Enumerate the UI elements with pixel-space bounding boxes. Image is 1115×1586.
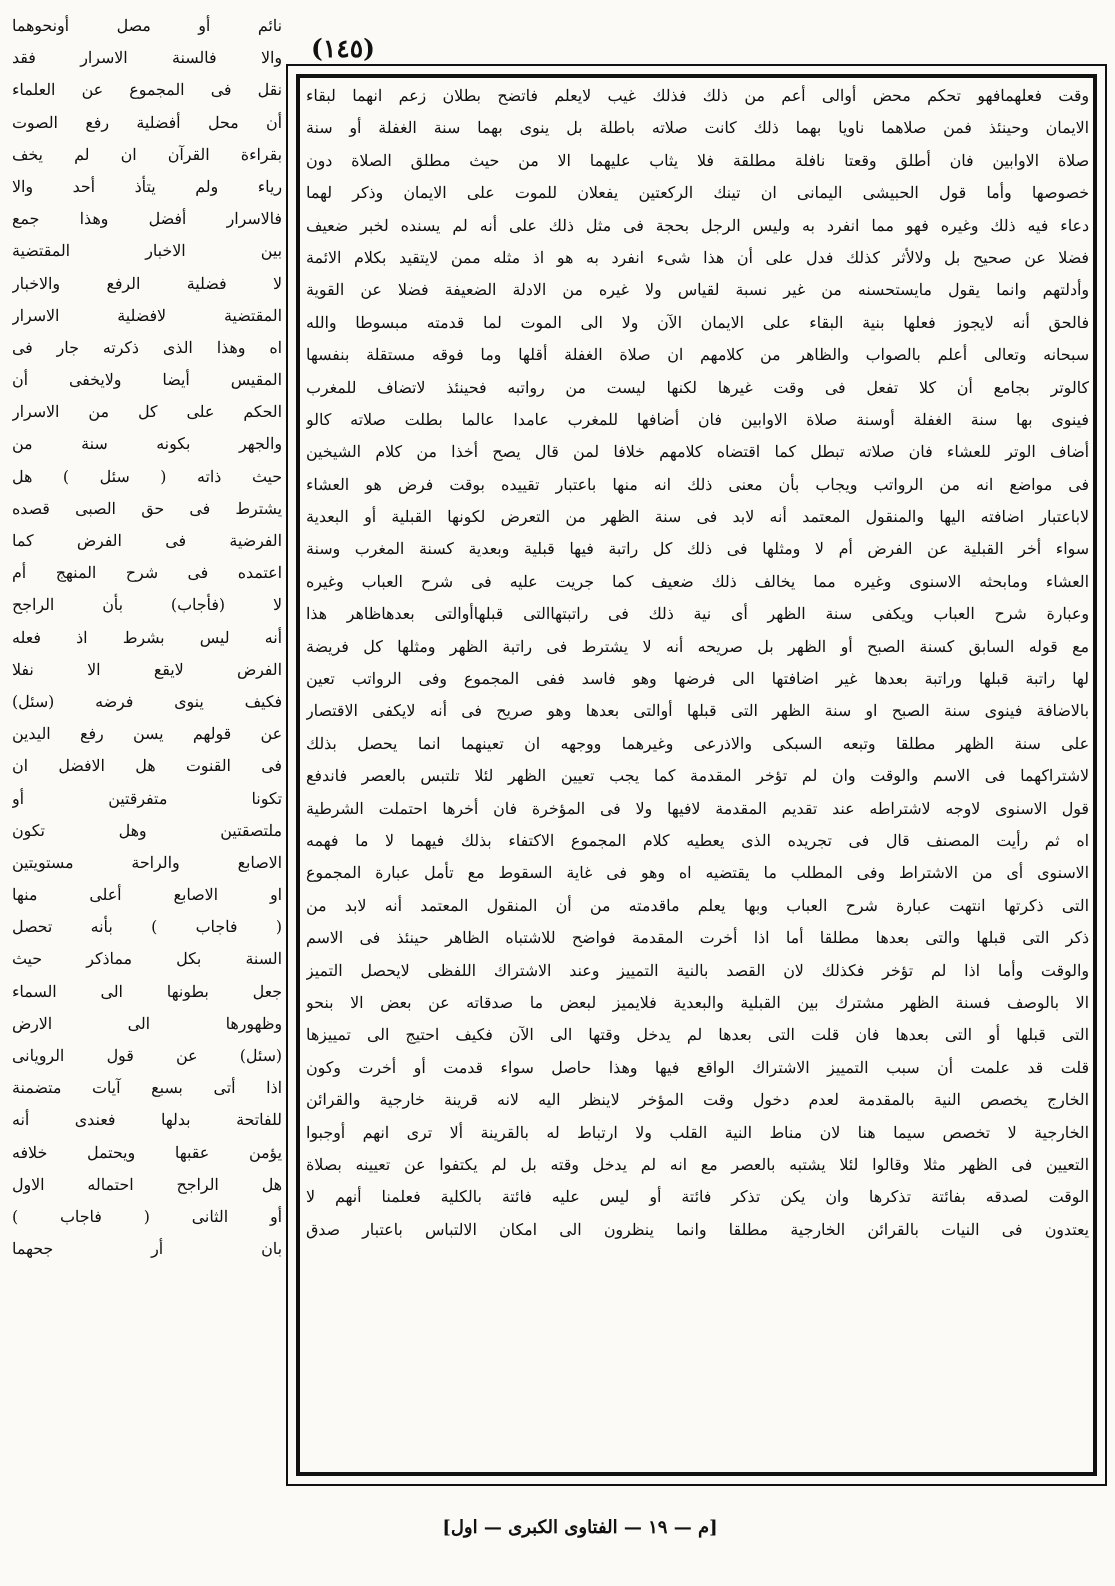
margin-commentary [12,10,282,1470]
margin-text-line: يؤمن عقبها ويحتمل خلافه [12,1142,282,1162]
margin-text-line: المقتضية لافضلية الاسرار [12,305,282,325]
margin-text-line: فى القنوت هل الافضل ان [12,756,282,776]
margin-text-line: اعتمده فى شرح المنهج أم [12,563,282,583]
margin-text-line: (سئل) عن قول الرويانى [12,1046,282,1065]
page-footer-signature: [م — ١٩ — الفتاوى الكبرى — اول] [442,1517,718,1538]
main-text-line: سبحانه وتعالى أعلم بالصواب والظاهر من كلامهم ان صلاة الغفلة أقلها وما فوقه مستقلة بنفسها [306,345,1089,365]
margin-text-line: وظهورها الى الارض [12,1013,282,1033]
margin-text-line: الاصابع والراحة مستويتين [12,852,282,872]
margin-text-line: نقل فى المجموع عن العلماء [12,80,282,100]
margin-text-line: ملتصقتين وهل تكون [12,820,282,840]
main-text-line: وعبارة شرح العباب ويكفى سنة الظهر أى نية ذلك فى راتبتهاالتى قبلهاأوالتى بعدهاظاهر هذا [306,604,1089,624]
main-text-line: الوقت لصدقه بفائتة تذكرها وان يكن تذكر فائتة أو ليس عليه فائتة بالكلية فعلمنا أنهم لا [306,1187,1089,1207]
margin-text-line: الحكم على كل من الاسرار [12,402,282,422]
main-text-line: التى قبلها أو التى بعدها فان قلت التى بعدها لم يدخل وقتها الى الآن فكيف احتيج الى تمييزها [306,1025,1089,1045]
main-text-line: فى مواضع انه من الرواتب ويجاب بأن معنى ذلك انه منها باعتبار تقييده بوقت فرض هو العشاء [306,474,1089,494]
main-text-line: قول الاسنوى لاوجه لاشتراطه عند تقديم المقدمة لافيها ولا فى المؤخرة فان أخرها احتملت الشرطية [306,798,1089,818]
main-text-line: خصوصها وأما قول الحبيشى اليمانى ان تينك الركعتين يفعلان للموت على الايمان وذكر لهما [306,183,1089,203]
main-text-line: وأدلتهم وانما يقول مايستحسنه من غير نسبة لقياس ولا غيره من الادلة الضعيفة فضلا عن القوية [306,280,1089,300]
main-text-line: وقت فعلهمافهو تحكم محض أوالى أعم من ذلك فذلك غيب لايعلم فاتضح بطلان زعم انهما لبقاء [306,86,1089,105]
main-text-line: الخارجية لا تخصص سيما هنا لان مناط النية القلب ولا ارتباط له بالقرينة ألا ترى انهم أوجبوا [306,1122,1089,1142]
main-text-line: الا بالوصف فسنة الظهر مشترك بين القبلية والبعدية فلايميز لبعض ما صدقاته عن بعض الا بنحو [306,992,1089,1012]
page-number: (١٤٥) [311,34,375,63]
main-text-line: لها راتبة قبلها وراتبة بعدها غير اضافتها الى فرضها وهو فاسد ففى المجموع وفى الرواتب تعين [306,669,1089,689]
main-text-line: أضاف الوتر للعشاء فان صلاته تبطل كما اقتضاه كلامهم خلافا لمن قال يصح أخذا من كلام الشيخين [306,442,1089,462]
margin-text-line: لا (فأجاب) بأن الراجح [12,595,282,615]
margin-text-line: بين الاخبار المقتضية [12,241,282,261]
margin-text-line: للفاتحة بدلها فعندى أنه [12,1110,282,1130]
main-text-line: والوقت وأما اذا لم تؤخر فكذلك لان القصد بالنية التمييز وعند الاشتراك اللفظى لايحصل التميز [306,960,1089,980]
margin-text-line: لا فضلية الرفع والاخبار [12,273,282,293]
main-text-line: العشاء ومابحثه الاسنوى وغيره مما يخالف ذلك ضعيف كما جريت عليه فى شرح العباب وغيره [306,571,1089,591]
margin-text-line: حيث ذاته ( سئل ) هل [12,466,282,486]
margin-text-line: بان أر جحهما [12,1239,282,1259]
main-text-line: يعتدون فى النيات بالقرائن الخارجية مطلقا وانما ينظرون الى امكان الالتباس باعتبار صدق [306,1219,1089,1239]
margin-text-line: يشترط فى حق الصبى قصده [12,498,282,518]
main-text-block [306,80,1089,1472]
main-text-line: على سنة الظهر مطلقا وتبعه السبكى والاذرعى وغيرهما ووجهه ان تعينهما انما يحصل بذلك [306,733,1089,753]
main-text-line: التعيين فى الظهر مثلا وقالوا لئلا يشتبه بالعصر مع انه لم يدخل وقته بل لم يكتفوا عن تعيينه بصلاة [306,1154,1089,1174]
margin-text-line: نائم أو مصل أونحوهما [12,16,282,35]
margin-text-line: بقراءة القرآن ان لم يخف [12,144,282,164]
main-text-line: لاشتراكهما فى الاسم والوقت وان لم تؤخر المقدمة كما يجب تعيين الظهر لئلا تلتبس بالعصر فاندفع [306,766,1089,786]
main-text-line: اه ثم رأيت المصنف قال فى تجريده الذى يعطيه كلام المجموع الاكتفاء بذلك فيهما لا ما فهمه [306,830,1089,850]
margin-text-line: او الاصابع أعلى منها [12,885,282,905]
margin-text-line: رياء ولم يتأذ أحد والا [12,176,282,196]
margin-text-line: ( فاجاب ) بأنه تحصل [12,917,282,937]
main-text-line: الايمان وحينئذ فمن صلاهما ناويا بهما ذلك كانت صلاته باطلة بل ينوى بهما سنة الغفلة أو سنة [306,118,1089,138]
main-text-line: مع قوله السابق كسنة الصبح أو الظهر بل صريحه أنه لا يشترط فى راتبة الظهر ومثلها كل فريضة [306,636,1089,656]
main-text-line: ذكر التى قبلها والتى بعدها مطلقا أما اذا أخرت المقدمة فواضح للاشتباه الظاهر حينئذ فى الاسم [306,928,1089,948]
margin-text-line: جعل بطونها الى السماء [12,981,282,1001]
main-text-line: لاباعتبار اضافته اليها والمنقول المعتمد أنه لابد فى سنة الظهر من التعرض لكونها القبلية أو البعدية [306,507,1089,527]
main-text-line: دعاء فيه ذلك وغيره فهو مما انفرد به وليس الرجل بحجة فى مثل ذلك على أنه لم يسنده لخبر ضعيف [306,215,1089,235]
margin-text-line: اذا أتى بسبع آيات متضمنة [12,1078,282,1098]
main-text-line: الاسنوى أى من الاشتراط وفى المطلب ما يقتضيه اه وهو فى غاية السقوط مع تأمل عبارة المجموع [306,863,1089,883]
margin-text-line: فكيف ينوى فرضه (سئل) [12,691,282,711]
main-text-line: فالحق أنه لايجوز فعلها بنية البقاء على الايمان الآن ولا الى الموت لما قدمته مبسوطا والله [306,312,1089,332]
main-text-line: الخارج يخصص النية بالمقدمة لعدم دخول وقت المؤخر لاينظر اليه لانه قرينة خارجية والقرائن [306,1090,1089,1110]
margin-text-line: تكونا متفرقتين أو [12,788,282,808]
margin-text-line: والجهر بكونه سنة من [12,434,282,454]
margin-text-line: المقيس أيضا ولايخفى أن [12,370,282,390]
main-text-line: قلت قد علمت أن سبب التمييز الاشتراك الواقع فيها وهذا حاصل سواء قدمت أو أخرت وكون [306,1057,1089,1077]
margin-text-line: أو الثانى ( فاجاب ) [12,1206,282,1226]
margin-text-line: الفرضية فى الفرض كما [12,531,282,550]
margin-text-line: والا فالسنة الاسرار فقد [12,48,282,68]
margin-text-line: أن محل أفضلية رفع الصوت [12,112,282,132]
margin-text-line: هل الراجح احتماله الاول [12,1174,282,1194]
main-text-line: سواء أخر القبلية عن الفرض أم لا ومثلها فى ذلك كل راتبة فيها قبلية وبعدية كسنة المغرب وسنة [306,539,1089,559]
main-text-line: فينوى بها سنة الغفلة أوسنة صلاة الاوابين فان أضافها للمغرب عامدا عالما بطلت صلاته كالو [306,409,1089,429]
margin-text-line: فالاسرار أفضل وهذا جمع [12,209,282,229]
margin-text-line: السنة بكل مماذكر حيث [12,949,282,969]
main-text-line: فضلا عن صحيح بل ولالأثر كذلك فدل على أن هذا شىء انفرد به هو اذ مثله ممن لايتقيد بكلام الائمة [306,247,1089,267]
margin-text-line: اه وهذا الذى ذكرته جار فى [12,337,282,357]
margin-text-line: الفرض لايقع الا نفلا [12,659,282,679]
main-text-line: بالاضافة فينوى سنة الصبح او سنة الظهر التى قبلها أوالتى بعدها وهو صريح فى أنه لايكفى الاقتصار [306,701,1089,721]
main-text-line: كالوتر بجامع أن كلا تفعل فى وقت غيرها لكنها ليست من رواتبه فحينئذ لاتضاف للمغرب [306,377,1089,397]
margin-text-line: عن قولهم يسن رفع اليدين [12,724,282,744]
main-text-line: التى ذكرتها انتهت عبارة شرح العباب وبها يعلم ماقدمته من أن المنقول المعتمد أنه لابد من [306,895,1089,915]
main-text-line: صلاة الاوابين فان أطلق وقعتا نافلة مطلقة فلا يثاب عليهما الا من حيث مطلق الصلاة دون [306,150,1089,170]
margin-text-line: أنه ليس بشرط اذ فعله [12,627,282,647]
